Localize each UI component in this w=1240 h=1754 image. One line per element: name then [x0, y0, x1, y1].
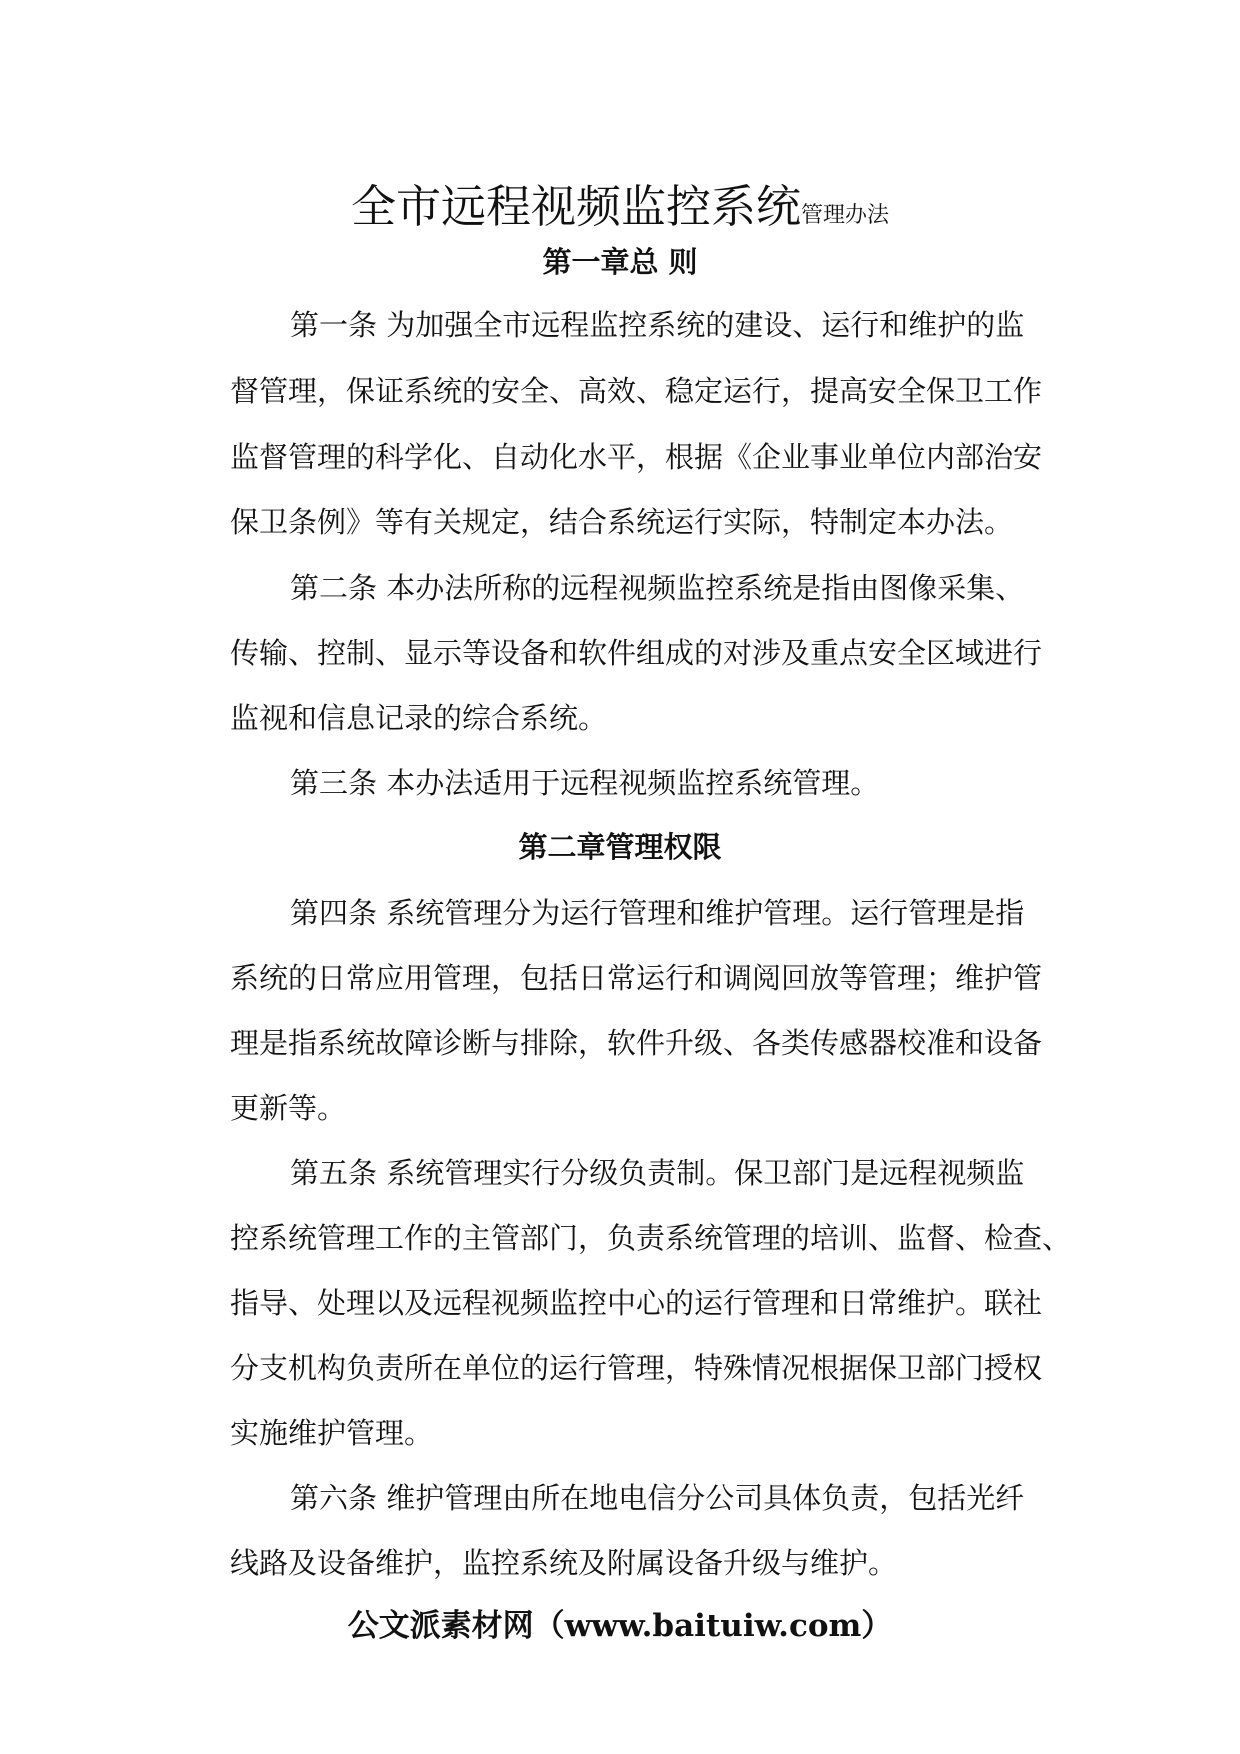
article-4-line-4: 更新等。: [230, 1091, 347, 1125]
page-title: [0, 170, 1240, 235]
article-1-line-3: 监督管理的科学化、自动化水平，根据《企业事业单位内部治安: [230, 440, 1043, 474]
article-4-line-3: 理是指系统故障诊断与排除，软件升级、各类传感器校准和设备: [230, 1026, 1043, 1060]
chapter-heading-1: 第一章总 则: [542, 245, 698, 279]
article-2-line-1: 第二条 本办法所称的远程视频监控系统是指由图像采集、: [290, 571, 1025, 605]
article-4-line-2: 系统的日常应用管理，包括日常运行和调阅回放等管理；维护管: [230, 961, 1043, 995]
article-5-line-4: 分支机构负责所在单位的运行管理，特殊情况根据保卫部门授权: [230, 1351, 1043, 1385]
article-5-line-2: 控系统管理工作的主管部门，负责系统管理的培训、监督、检查、: [230, 1221, 1072, 1255]
article-6-line-2: 线路及设备维护，监控系统及附属设备升级与维护。: [230, 1546, 898, 1580]
article-6-line-1: 第六条 维护管理由所在地电信分公司具体负责，包括光纤: [290, 1481, 1025, 1515]
article-4-line-1: 第四条 系统管理分为运行管理和维护管理。运行管理是指: [290, 896, 1025, 930]
article-2-line-2: 传输、控制、显示等设备和软件组成的对涉及重点安全区域进行: [230, 636, 1043, 670]
article-1-line-2: 督管理，保证系统的安全、高效、稳定运行，提高安全保卫工作: [230, 374, 1043, 408]
footer-watermark: 公文派素材网（www.baituiw.com）: [347, 1608, 893, 1644]
article-5-line-3: 指导、处理以及远程视频监控中心的运行管理和日常维护。联社: [230, 1286, 1043, 1320]
article-5-line-1: 第五条 系统管理实行分级负责制。保卫部门是远程视频监: [290, 1156, 1025, 1190]
title-sub: 管理办法: [801, 203, 890, 228]
article-1-line-1: 第一条 为加强全市远程监控系统的建设、运行和维护的监: [290, 308, 1025, 342]
article-2-line-3: 监视和信息记录的综合系统。: [230, 701, 608, 735]
article-3-line-1: 第三条 本办法适用于远程视频监控系统管理。: [290, 766, 880, 800]
title-main: 全市远程视频监控系统: [350, 180, 801, 233]
article-5-line-5: 实施维护管理。: [230, 1416, 434, 1450]
article-1-line-4: 保卫条例》等有关规定，结合系统运行实际，特制定本办法。: [230, 505, 1014, 539]
chapter-heading-2: 第二章管理权限: [518, 830, 722, 864]
